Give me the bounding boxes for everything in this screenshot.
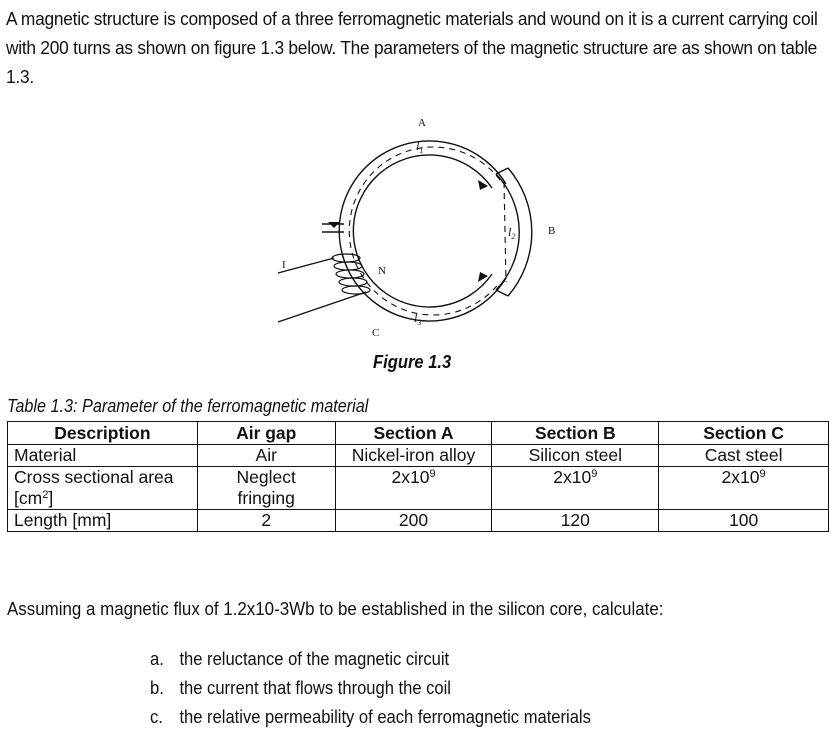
- table-row: [8, 467, 829, 510]
- path-arrows: [328, 180, 488, 282]
- cell: 100: [659, 510, 829, 532]
- cell: Nickel-iron alloy: [335, 445, 492, 467]
- cell: Material: [8, 445, 198, 467]
- header-description: Description: [8, 422, 198, 445]
- coil-lead-top: [278, 258, 334, 273]
- task-list: [150, 645, 629, 732]
- cell: [197, 467, 335, 510]
- cell: $2x10^9$: [659, 467, 829, 510]
- table-row: [8, 445, 829, 467]
- section-b-top-edge: [496, 168, 508, 174]
- coil: [332, 254, 370, 294]
- section-b-bottom-edge: [496, 290, 508, 296]
- cell-line: fringing: [237, 488, 295, 508]
- mean-path-b: [504, 182, 506, 282]
- parameter-table: [7, 421, 829, 532]
- label-i: I: [282, 259, 286, 271]
- coil-lead-bottom: [278, 292, 366, 322]
- table-header-row: [8, 422, 829, 445]
- cell: Air: [197, 445, 335, 467]
- question-text: Assuming a magnetic flux of 1.2x10-3Wb to be established in the silicon core, calculate:: [7, 598, 664, 619]
- label-l1: $l_1$: [416, 139, 424, 155]
- list-item: a. the reluctance of the magnetic circuit: [150, 649, 450, 669]
- cell-line: Cross sectional area: [14, 467, 174, 487]
- core-inner-arc: [353, 155, 492, 307]
- core-outer-arc: [339, 141, 506, 321]
- label-c: C: [372, 327, 380, 339]
- header-section-b: Section B: [492, 422, 659, 445]
- table-caption: Table 1.3: Parameter of the ferromagnetic material: [7, 396, 369, 416]
- header-section-c: Section C: [659, 422, 829, 445]
- cell-line: Neglect: [236, 467, 296, 487]
- cell: Cast steel: [659, 445, 829, 467]
- cell: 2: [197, 510, 335, 532]
- cell: 120: [492, 510, 659, 532]
- list-item: c. the relative permeability of each ferromagnetic materials: [150, 707, 591, 727]
- header-section-a: Section A: [335, 422, 492, 445]
- intro-paragraph: A magnetic structure is composed of a three ferromagnetic materials and wound on it is a current carrying coil with 200 turns as shown on figure 1.3 below. The parameters of the magnetic structure are as shown on table 1.3.: [6, 8, 818, 87]
- magnetic-structure-figure: [270, 110, 590, 350]
- label-l2: $l_2$: [508, 225, 516, 241]
- figure-caption: Figure 1.3: [373, 352, 452, 372]
- table-row: [8, 510, 829, 532]
- cell: $2x10^9$: [335, 467, 492, 510]
- cell: 200: [335, 510, 492, 532]
- label-a: A: [418, 117, 426, 129]
- cell: $2x10^9$: [492, 467, 659, 510]
- list-item: b. the current that flows through the coil: [150, 678, 451, 698]
- cell: Length [mm]: [8, 510, 198, 532]
- label-l3: $l_3$: [414, 311, 422, 327]
- magnetic-structure-diagram: [270, 110, 590, 350]
- cell: [8, 467, 198, 510]
- label-n: N: [378, 265, 386, 277]
- label-b: B: [548, 225, 556, 237]
- header-air-gap: Air gap: [197, 422, 335, 445]
- cell: Silicon steel: [492, 445, 659, 467]
- cell-line: $[cm^2]$: [14, 488, 54, 508]
